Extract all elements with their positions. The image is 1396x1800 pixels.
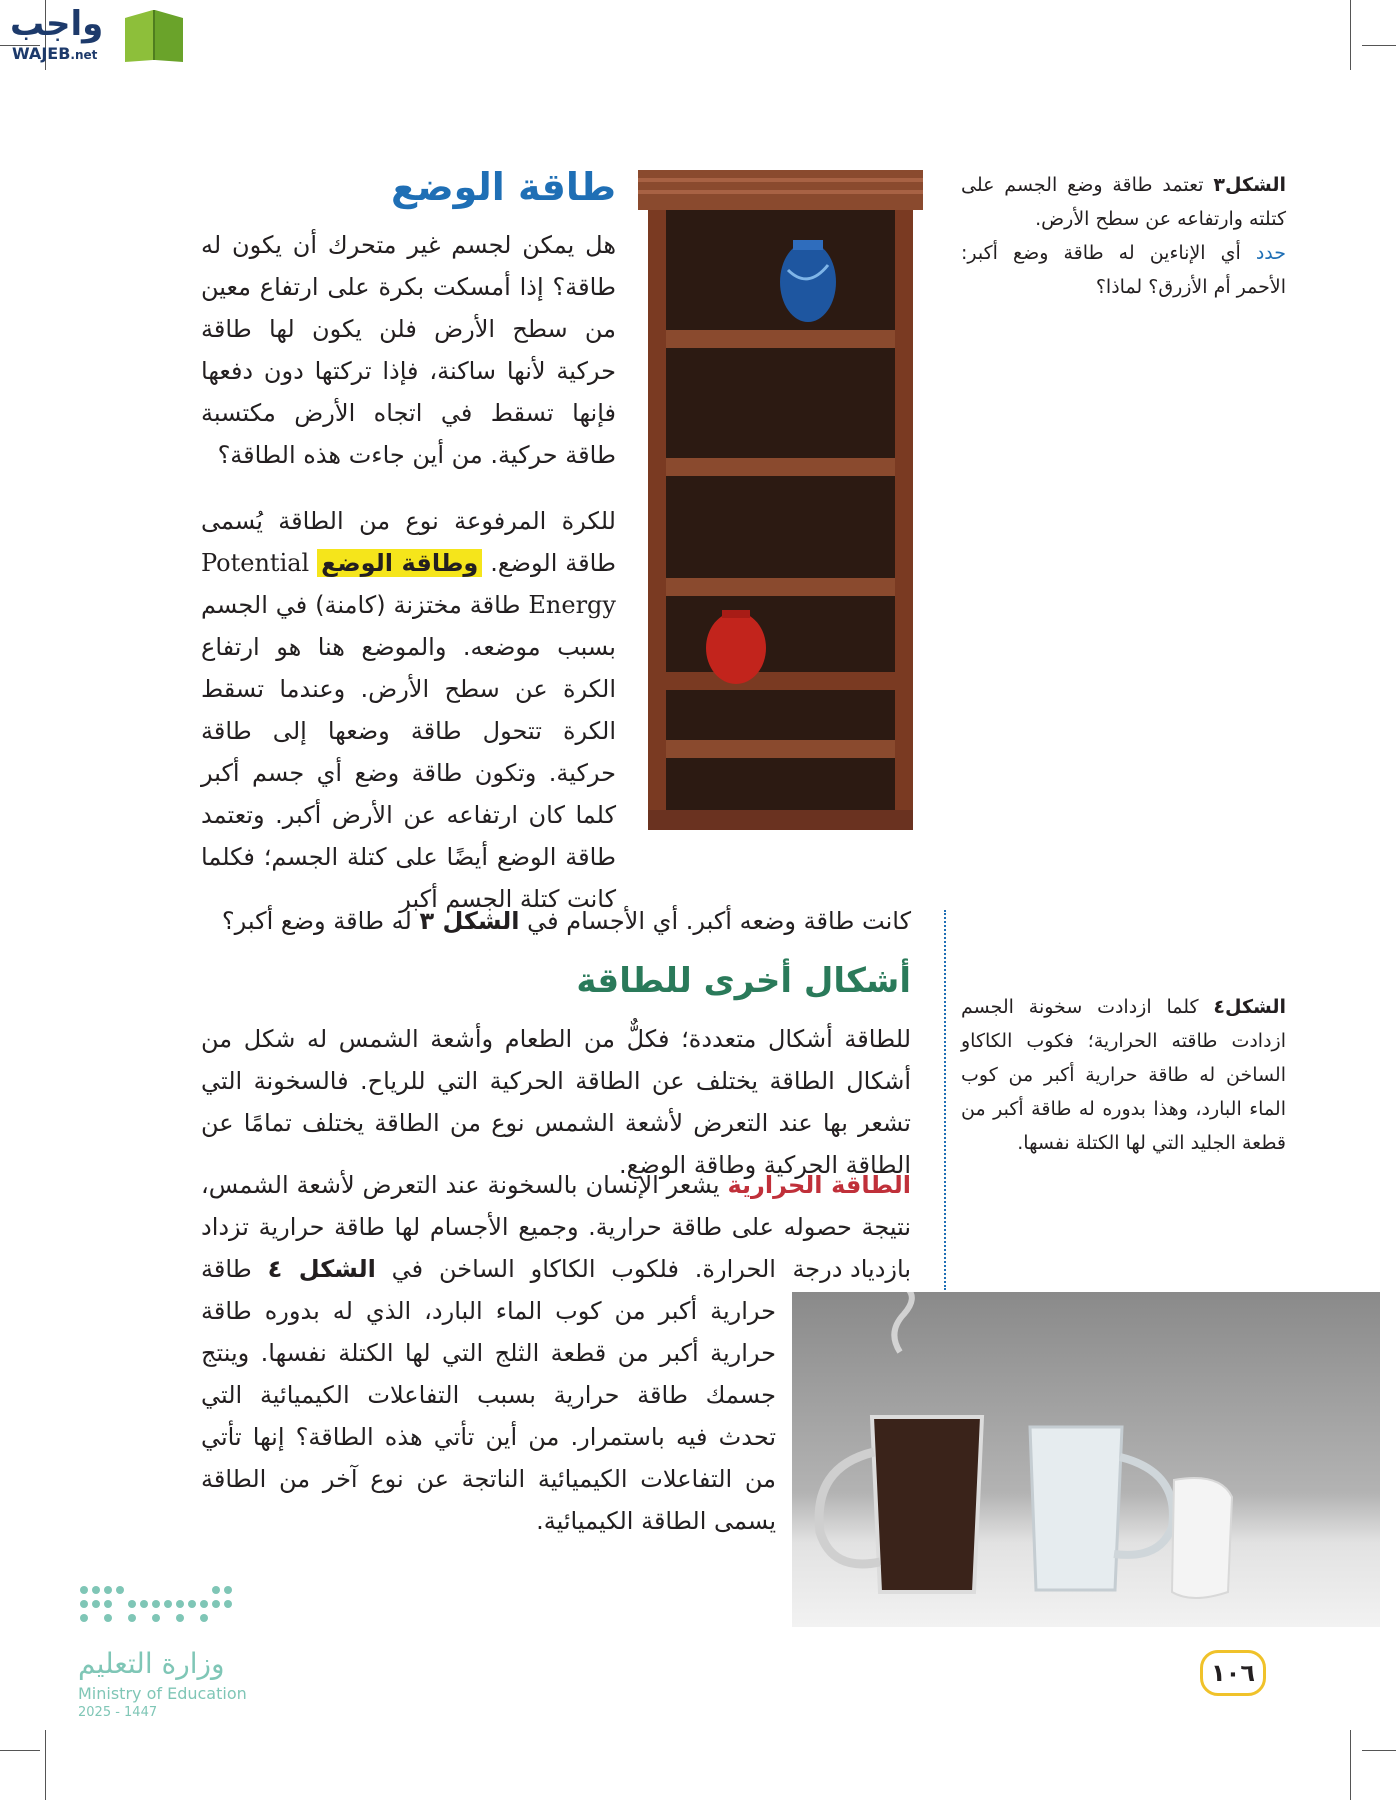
crop-mark (1350, 1730, 1351, 1800)
ministry-name-arabic: وزارة التعليم (78, 1647, 225, 1680)
ministry-logo (78, 1582, 248, 1742)
crop-mark (1362, 45, 1396, 46)
site-logo[interactable] (6, 4, 191, 66)
paragraph-potential-definition (201, 500, 616, 920)
page-number (1200, 1650, 1266, 1696)
question-text-b: له طاقة وضع أكبر؟ (221, 907, 412, 935)
figure-ref-4: الشكل ٤ (267, 1255, 376, 1283)
figure-ref-3: الشكل ٣ (419, 907, 520, 935)
section-title-other-forms: أشكال أخرى للطاقة (576, 961, 911, 1001)
paragraph-thermal-example (201, 1248, 776, 1542)
ministry-year: 2025 - 1447 (78, 1705, 158, 1720)
cups-illustration (792, 1292, 1380, 1627)
definition-lead: للكرة المرفوعة نوع من الطاقة يُسمى طاقة الوضع. (201, 507, 616, 577)
key-term-english: Potential Energy (201, 549, 616, 619)
crop-mark (0, 1750, 40, 1751)
figure3-question: أي الإناءين له طاقة وضع أكبر: الأحمر أم الأزرق؟ لماذا؟ (961, 242, 1286, 298)
definition-body: طاقة مختزنة (كامنة) في الجسم بسبب موضعه. والموضع هنا هو ارتفاع الكرة عن سطح الأرض. وعندما تسقط الكرة تتحول طاقة وضعها إلى طاقة حركية. وتكون طاقة وضع أي جسم أكبر كلما كان ارتفاعه عن الأرض أكبر. وتعتمد طاقة الوضع أيضًا على كتلة الجسم؛ فكلما كانت كتلة الجسم أكبر (201, 591, 616, 913)
paragraph-potential-question (211, 900, 911, 942)
figure3-caption: تعتمد طاقة وضع الجسم على كتلته وارتفاعه عن سطح الأرض. (961, 174, 1286, 230)
ministry-name-english: Ministry of Education (78, 1684, 247, 1703)
logo-arabic: واجب (10, 4, 104, 44)
bookshelf-illustration (638, 170, 923, 830)
crop-mark (1350, 0, 1351, 70)
page-number-text: ١٠٦ (1211, 1659, 1255, 1687)
crop-mark (1362, 1750, 1396, 1751)
figure3-bookshelf-image (638, 170, 923, 830)
ministry-dots-icon (78, 1582, 248, 1632)
figure4-caption-block (961, 990, 1286, 1160)
paragraph-other-forms: للطاقة أشكال متعددة؛ فكلٌّ من الطعام وأشعة الشمس له شكل من أشكال الطاقة يختلف عن الطاقة الحركية التي للرياح. فالسخونة التي تشعر بها عند التعرض لأشعة الشمس نوع من الطاقة يختلف تمامًا عن الطاقة الحركية وطاقة الوضع. (201, 1025, 911, 1179)
logo-latin: WAJEB (12, 44, 71, 63)
crop-mark (45, 1730, 46, 1800)
paragraph-potential-intro: هل يمكن لجسم غير متحرك أن يكون له طاقة؟ إذا أمسكت بكرة على ارتفاع معين من سطح الأرض فلن يكون لها طاقة حركية لأنها ساكنة، فإذا تركتها دون دفعها فإنها تسقط في اتجاه الأرض مكتسبة طاقة حركية. من أين جاءت هذه الطاقة؟ (201, 231, 616, 469)
figure3-action: حدد (1255, 242, 1286, 264)
section-title-potential-energy: طاقة الوضع (390, 165, 616, 209)
thermal-text: يشعر الإنسان بالسخونة عند التعرض لأشعة الشمس، نتيجة حصوله على طاقة حرارية. وجميع الأجسام لها طاقة حرارية تزداد بازدياد درجة (201, 1171, 911, 1283)
figure4-label: الشكل٤ (1213, 996, 1287, 1018)
dotted-divider (944, 910, 946, 1290)
question-text-a: كانت طاقة وضعه أكبر. أي الأجسام في (527, 907, 911, 935)
logo-suffix: .net (70, 48, 98, 62)
thermal-example-a: الحرارة. فلكوب الكاكاو الساخن في (391, 1255, 776, 1283)
figure3-caption-block (961, 168, 1286, 304)
book-icon (117, 4, 191, 66)
figure3-label: الشكل٣ (1213, 174, 1287, 196)
thermal-example-b: طاقة حرارية أكبر من كوب الماء البارد، الذي له بدوره طاقة حرارية أكبر من قطعة الثلج التي لها الكتلة نفسها. وينتج جسمك طاقة حرارية بسبب التفاعلات الكيميائية التي تحدث فيه باستمرار. من أين تأتي هذه الطاقة؟ إنها تأتي من التفاعلات الكيميائية الناتجة عن نوع آخر من الطاقة يسمى الطاقة الكيميائية. (201, 1255, 776, 1535)
key-term-thermal: الطاقة الحرارية (727, 1171, 911, 1199)
figure4-caption: كلما ازدادت سخونة الجسم ازدادت طاقته الحرارية؛ فكوب الكاكاو الساخن له طاقة حرارية أكبر من كوب الماء البارد، وهذا بدوره له طاقة أكبر من قطعة الجليد التي لها الكتلة نفسها. (961, 996, 1286, 1154)
figure4-cups-image (792, 1292, 1380, 1627)
key-term-potential: وطاقة الوضع (317, 549, 482, 577)
